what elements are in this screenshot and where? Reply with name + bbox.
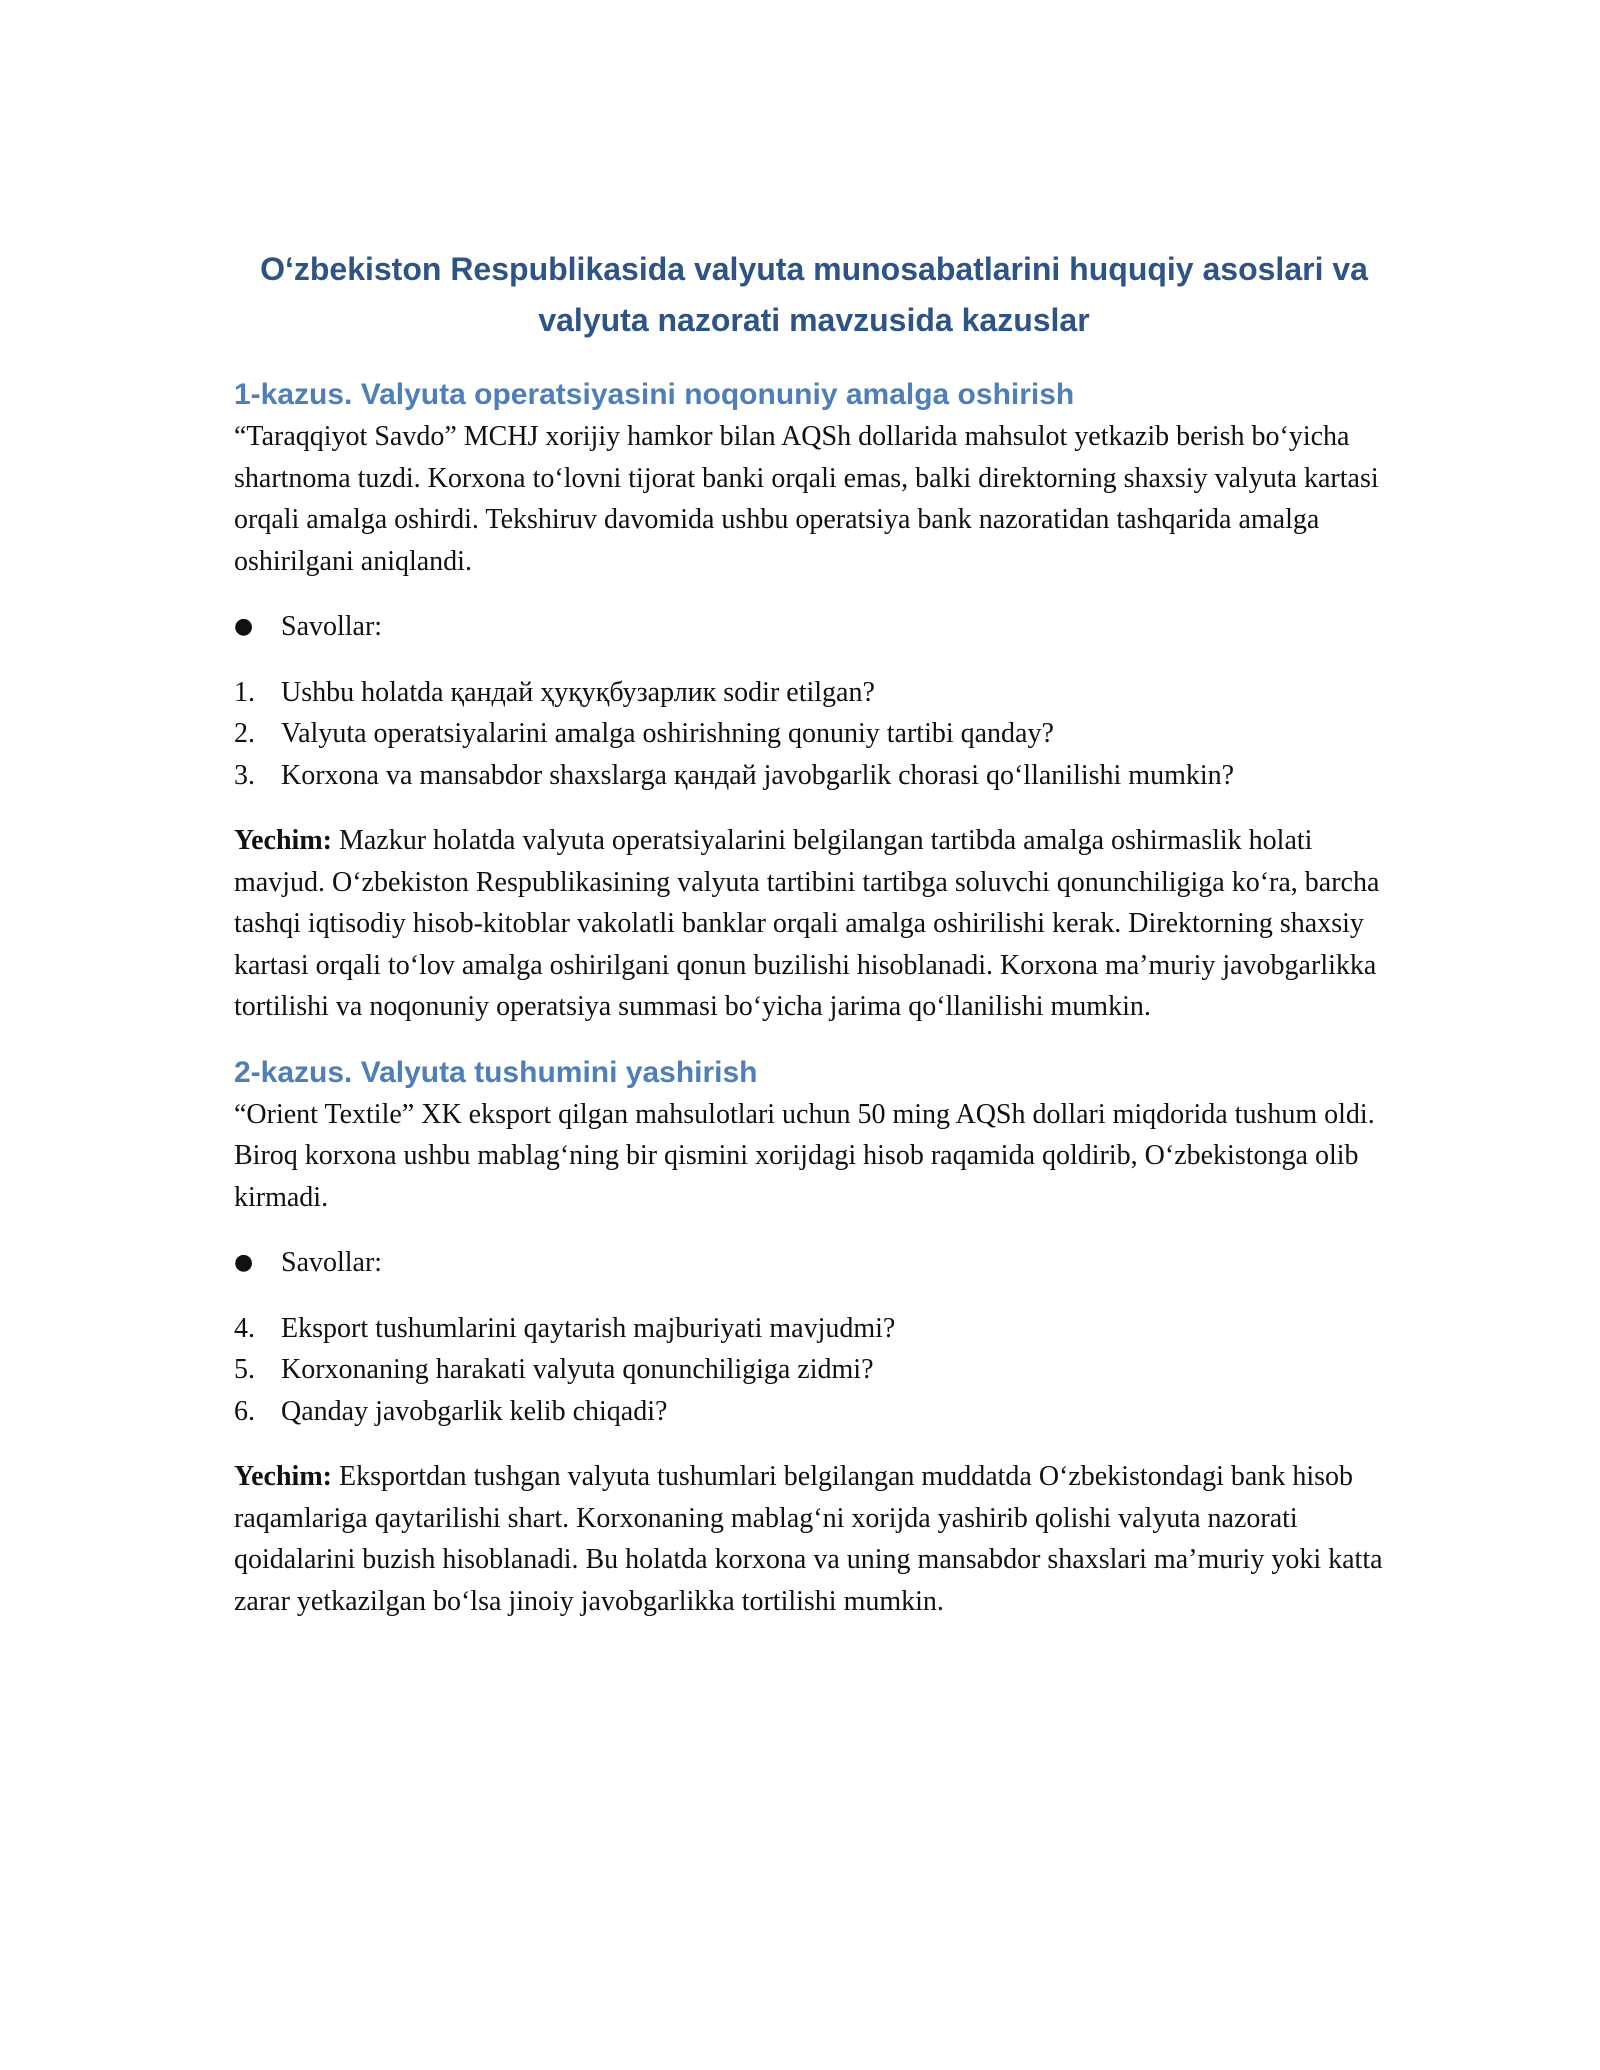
question-list <box>234 1308 1394 1433</box>
question-text: Valyuta operatsiyalarini amalga oshirishning qonuniy tartibi qanday? <box>281 718 1054 749</box>
list-item <box>234 672 1394 714</box>
case-heading: 1-kazus. Valyuta operatsiyasini noqonuniy amalga oshirish <box>234 378 1075 411</box>
list-item <box>234 1308 1394 1350</box>
case-heading: 2-kazus. Valyuta tushumini yashirish <box>234 1055 758 1089</box>
case-1 <box>234 374 1394 1028</box>
solution-paragraph <box>234 1456 1394 1622</box>
question-list <box>234 672 1394 797</box>
list-item <box>234 1349 1394 1391</box>
solution-paragraph <box>234 820 1394 1028</box>
question-text: Ushbu holatda қандай ҳуқуқбузарлик sodir etilgan? <box>281 676 875 708</box>
list-item <box>234 755 1394 797</box>
questions-bullet <box>234 606 1394 648</box>
case-description: “Orient Textile” XK eksport qilgan mahsulotlari uchun 50 ming AQSh dollari miqdorida tushum oldi. Biroq korxona ushbu mablag‘ning bir qismini xorijdagi hisob raqamida qoldirib, O‘zbekistonga olib kirmadi. <box>234 1098 1375 1213</box>
question-number: 1. <box>234 676 255 708</box>
question-number: 5. <box>234 1354 255 1385</box>
solution-label: Yechim: <box>234 1461 332 1492</box>
document-page <box>234 244 1394 1646</box>
bullet-icon: ● <box>234 1250 254 1275</box>
question-text: Qanday javobgarlik kelib chiqadi? <box>281 1395 668 1427</box>
question-number: 4. <box>234 1312 255 1344</box>
solution-text: Eksportdan tushgan valyuta tushumlari belgilangan muddatda O‘zbekistondagi bank hisob raqamlariga qaytarilishi shart. Korxonaning mablag‘ni xorijda yashirib qolishi valyuta nazorati qoidalarini buzish hisoblanadi. Bu holatda korxona va uning mansabdor shaxslari ma’muriy yoki katta zarar yetkazilgan bo‘lsa jinoiy javobgarlikka tortilishi mumkin. <box>234 1461 1383 1617</box>
questions-bullet <box>234 1242 1394 1284</box>
question-text: Korxonaning harakati valyuta qonunchiligiga zidmi? <box>281 1354 874 1385</box>
question-text: Korxona va mansabdor shaxslarga қандай javobgarlik chorasi qo‘llanilishi mumkin? <box>281 759 1235 791</box>
bullet-icon: ● <box>234 614 254 639</box>
question-number: 2. <box>234 718 255 749</box>
question-number: 6. <box>234 1395 255 1427</box>
solution-label: Yechim: <box>234 825 332 856</box>
document-title: O‘zbekiston Respublikasida valyuta munosabatlarini huquqiy asoslari va valyuta nazorati mavzusida kazuslar <box>260 251 1368 338</box>
case-2 <box>234 1052 1394 1623</box>
questions-label: Savollar: <box>281 611 383 642</box>
question-text: Eksport tushumlarini qaytarish majburiyati mavjudmi? <box>281 1312 896 1344</box>
list-item <box>234 1391 1394 1433</box>
list-item <box>234 713 1394 755</box>
case-description: “Taraqqiyot Savdo” MCHJ xorijiy hamkor bilan AQSh dollarida mahsulot yetkazib berish bo‘yicha shartnoma tuzdi. Korxona to‘lovni tijorat banki orqali emas, balki direktorning shaxsiy valyuta kartasi orqali amalga oshirdi. Tekshiruv davomida ushbu operatsiya bank nazoratidan tashqarida amalga oshirilgani aniqlandi. <box>234 421 1379 577</box>
question-number: 3. <box>234 759 255 791</box>
questions-label: Savollar: <box>281 1247 383 1278</box>
solution-text: Mazkur holatda valyuta operatsiyalarini belgilangan tartibda amalga oshirmaslik holati mavjud. O‘zbekiston Respublikasining valyuta tartibini tartibga soluvchi qonunchiligiga ko‘ra, barcha tashqi iqtisodiy hisob-kitoblar vakolatli banklar orqali amalga oshirilishi kerak. Direktorning shaxsiy kartasi orqali to‘lov amalga oshirilgani qonun buzilishi hisoblanadi. Korxona ma’muriy javobgarlikka tortilishi va noqonuniy operatsiya summasi bo‘yicha jarima qo‘llanilishi mumkin. <box>234 825 1380 1022</box>
